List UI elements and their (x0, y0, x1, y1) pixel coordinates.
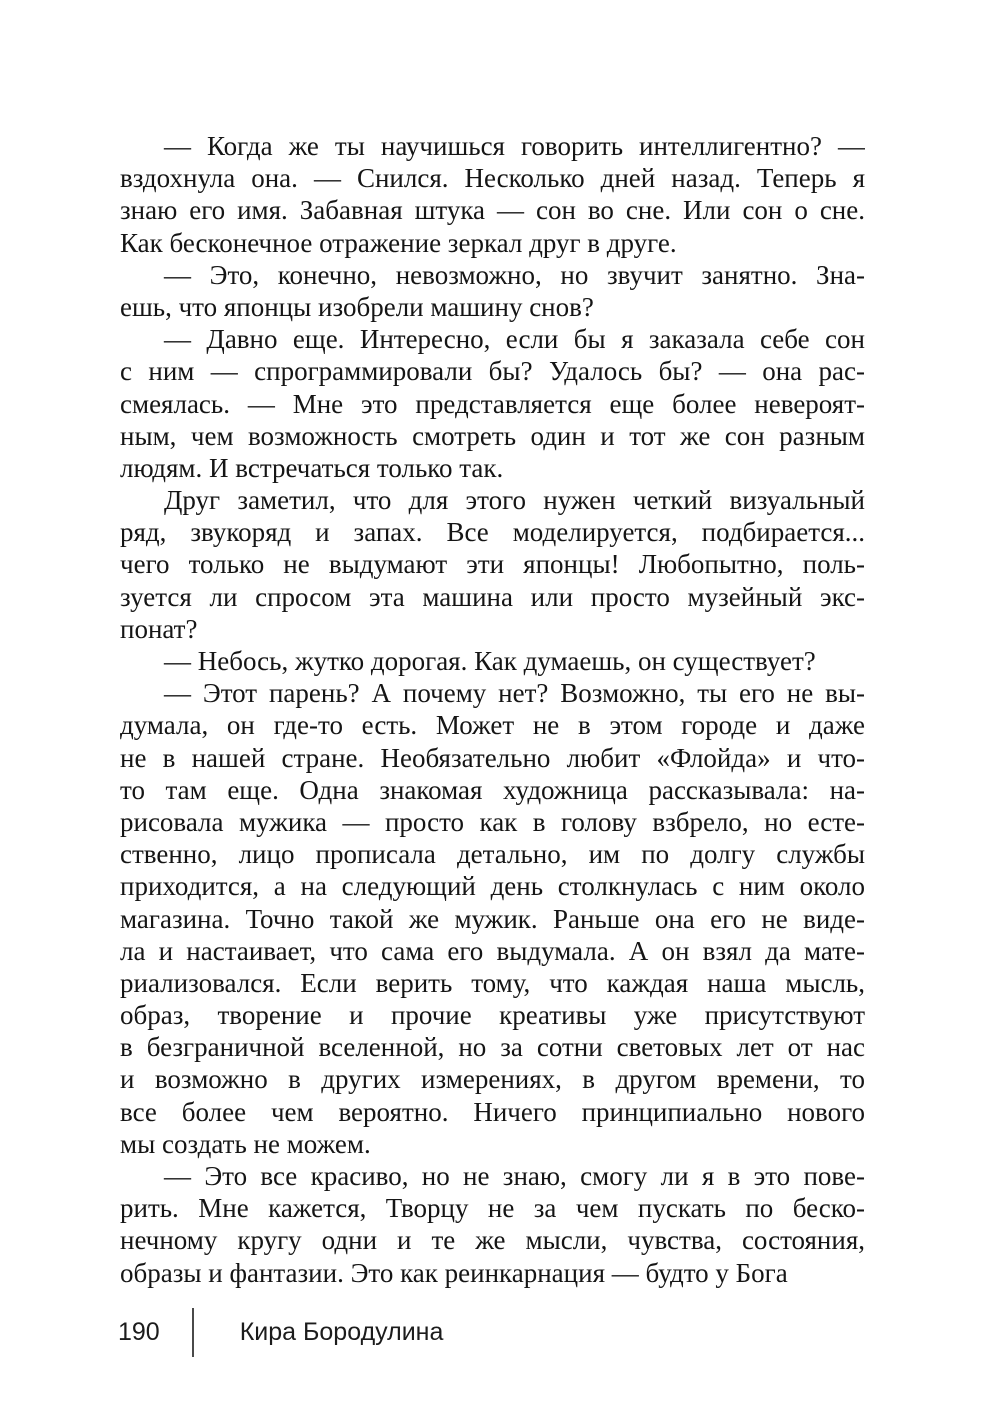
text-line-p4-l1: Друг заметил, что для этого нужен четкий визуальный (164, 485, 865, 516)
text-line-p6-l6: ственно, лицо прописала детально, им по долгу службы (120, 839, 865, 870)
body-text (120, 130, 865, 1289)
text-line-p2-l1: — Это, конечно, невозможно, но звучит занятно. Зна- (164, 259, 865, 290)
text-line-p6-l4: то там еще. Одна знакомая художница рассказывала: на- (120, 774, 865, 805)
text-line-p4-l5: понат? (120, 613, 198, 644)
text-line-p6-l3: не в нашей стране. Необязательно любит «Флойда» и что- (120, 742, 865, 773)
text-line-p1-l2: вздохнула она. — Снился. Несколько дней назад. Теперь я (120, 163, 865, 194)
text-line-p2-l2: ешь, что японцы изобрели машину снов? (120, 291, 594, 322)
text-line-p4-l3: чего только не выдумают эти японцы! Любопытно, поль- (120, 549, 865, 580)
text-line-p7-l4: образы и фантазии. Это как реинкарнация — будто у Бога (120, 1257, 788, 1288)
text-line-p6-l10: риализовался. Если верить тому, что каждая наша мысль, (120, 967, 865, 998)
text-line-p6-l1: — Этот парень? А почему нет? Возможно, ты его не вы- (164, 678, 865, 709)
text-line-p3-l3: смеялась. — Мне это представляется еще более невероят- (120, 388, 865, 419)
text-line-p4-l2: ряд, звукоряд и запах. Все моделируется, подбирается... (120, 517, 865, 548)
text-line-p6-l14: все более чем вероятно. Ничего принципиально нового (120, 1096, 865, 1127)
text-line-p4-l4: зуется ли спросом эта машина или просто музейный экс- (120, 581, 865, 612)
text-line-p3-l2: с ним — спрограммировали бы? Удалось бы? — она рас- (120, 356, 865, 387)
text-line-p6-l11: образ, творение и прочие креативы уже присутствуют (120, 1000, 865, 1031)
page-number: 190 (118, 1318, 160, 1346)
text-line-p7-l2: рить. Мне кажется, Творцу не за чем пускать по беско- (120, 1193, 865, 1224)
text-line-p6-l15: мы создать не можем. (120, 1128, 371, 1159)
text-line-p6-l8: магазина. Точно такой же мужик. Раньше она его не виде- (120, 903, 865, 934)
text-line-p1-l1: — Когда же ты научишься говорить интеллигентно? — (164, 131, 865, 161)
text-line-p7-l3: нечному кругу одни и те же мысли, чувства, состояния, (120, 1225, 865, 1256)
text-line-p6-l7: приходится, а на следующий день столкнулась с ним около (120, 871, 865, 902)
text-line-p6-l9: ла и настаивает, что сама его выдумала. А он взял да мате- (120, 935, 865, 966)
text-line-p1-l3: знаю его имя. Забавная штука — сон во сне. Или сон о сне. (120, 195, 865, 226)
text-line-p3-l1: — Давно еще. Интересно, если бы я заказала себе сон (164, 324, 865, 355)
footer-divider (192, 1308, 194, 1357)
text-line-p7-l1: — Это все красиво, но не знаю, смогу ли я в это пове- (164, 1161, 865, 1191)
author-name: Кира Бородулина (239, 1318, 444, 1346)
text-line-p6-l12: в безграничной вселенной, но за сотни световых лет от нас (120, 1032, 865, 1063)
text-line-p6-l2: думала, он где-то есть. Может не в этом городе и даже (120, 710, 865, 741)
text-line-p6-l13: и возможно в других измерениях, в другом времени, то (120, 1064, 865, 1095)
page-footer (118, 1308, 443, 1357)
text-line-p5-l1: — Небось, жутко дорогая. Как думаешь, он существует? (164, 646, 816, 676)
text-line-p3-l4: ным, чем возможность смотреть один и тот же сон разным (120, 420, 865, 451)
text-line-p3-l5: людям. И встречаться только так. (120, 452, 504, 483)
text-line-p1-l4: Как бесконечное отражение зеркал друг в друге. (120, 227, 677, 258)
text-line-p6-l5: рисовала мужика — просто как в голову взбрело, но есте- (120, 806, 865, 837)
